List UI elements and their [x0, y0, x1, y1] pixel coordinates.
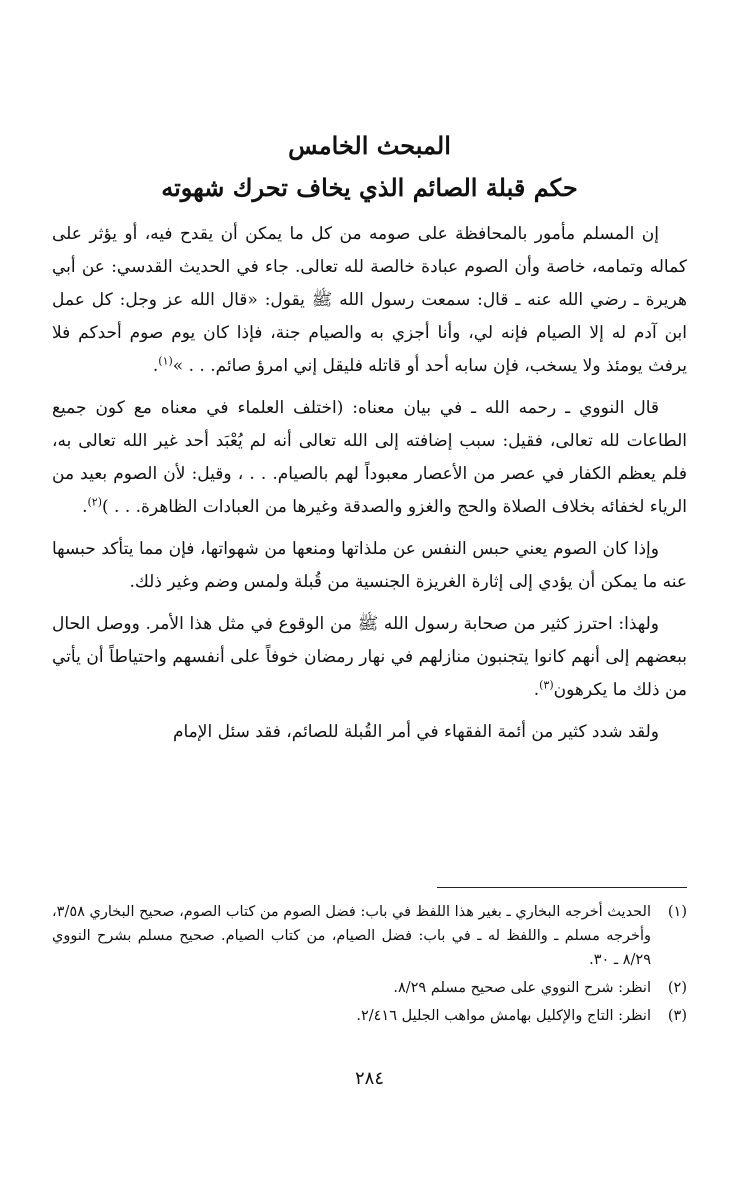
footnote-1-number: (١) [667, 904, 687, 920]
paragraph-3-text: وإذا كان الصوم يعني حبس النفس عن ملذاتها ومنعها من شهواتها، فإن مما يتأكد حبسها عنه ما يمكن أن يؤدي إلى إثارة الغريزة الجنسية من قُبلة ولمس وضم وغير ذلك. [52, 539, 687, 592]
footnote-2-text: انظر: شرح النووي على صحيح مسلم ٨/٢٩. [393, 980, 651, 996]
footnote-3 [52, 1004, 687, 1028]
paragraph-3 [52, 533, 687, 599]
paragraph-1 [52, 218, 687, 383]
paragraph-2 [52, 392, 687, 524]
footnote-2-number: (٢) [667, 980, 687, 996]
body-text [52, 218, 687, 758]
section-title: حكم قبلة الصائم الذي يخاف تحرك شهوته [161, 173, 578, 202]
paragraph-5-text: ولقد شدد كثير من أئمة الفقهاء في أمر القُبلة للصائم، فقد سئل الإمام [172, 722, 659, 742]
footnote-ref-2: (٢) [87, 495, 102, 509]
footnote-3-text: انظر: التاج والإكليل بهامش مواهب الجليل ٢/٤١٦. [356, 1008, 651, 1024]
footnotes [52, 900, 687, 1032]
footnote-divider [437, 887, 687, 888]
book-page [52, 0, 687, 1191]
paragraph-1-tail: . [152, 356, 159, 376]
footnote-1-text: الحديث أخرجه البخاري ـ بغير هذا اللفظ في باب: فضل الصوم من كتاب الصوم، صحيح البخاري ٣/٥٨، وأخرجه مسلم ـ واللفظ له ـ في باب: فضل الصيام، من كتاب الصيام. صحيح مسلم بشرح النووي ٨/٢٩ ـ ٣٠. [51, 904, 651, 968]
paragraph-4-text: ولهذا: احترز كثير من صحابة رسول الله ﷺ من الوقوع في مثل هذا الأمر. ووصل الحال ببعضهم إلى أنهم كانوا يتجنبون منازلهم في نهار رمضان خوفاً على أنفسهم واحتياطاً أن يأتي من ذلك ما يكرهون [52, 614, 687, 700]
footnote-2 [52, 976, 687, 1000]
paragraph-2-text: قال النووي ـ رحمه الله ـ في بيان معناه: (اختلف العلماء في معناه مع كون جميع الطاعات لله تعالى، فقيل: سبب إضافته إلى الله تعالى أنه لم يُعْبَد أحد غير الله تعالى به، فلم يعظم الكفار في عصر من الأعصار معبوداً لهم بالصيام. . . ، وقيل: لأن الصوم بعيد من الرياء لخفائه بخلاف الصلاة والحج والغزو والصدقة وغيرها من العبادات الظاهرة. . . ) [52, 398, 687, 517]
footnote-ref-3: (٣) [539, 678, 554, 692]
footnote-3-number: (٣) [667, 1008, 687, 1024]
section-heading: المبحث الخامس [288, 131, 451, 160]
paragraph-4 [52, 608, 687, 707]
paragraph-4-tail: . [533, 680, 540, 700]
page-number: ٢٨٤ [354, 1068, 384, 1089]
paragraph-5 [52, 716, 687, 749]
footnote-1 [52, 900, 687, 972]
paragraph-1-text: إن المسلم مأمور بالمحافظة على صومه من كل ما يمكن أن يقدح فيه، أو يؤثر على كماله وتمامه، خاصة وأن الصوم عبادة خالصة لله تعالى. جاء في الحديث القدسي: عن أبي هريرة ـ رضي الله عنه ـ قال: سمعت رسول الله ﷺ يقول: «قال الله عز وجل: كل عمل ابن آدم له إلا الصيام فإنه لي، وأنا أجزي به والصيام جنة، فإذا كان يوم صوم أحدكم فلا يرفث يومئذ ولا يسخب، فإن سابه أحد أو قاتله فليقل إني امرؤ صائم. . . » [52, 224, 687, 376]
paragraph-2-tail: . [82, 497, 88, 517]
footnote-ref-1: (١) [158, 354, 173, 368]
